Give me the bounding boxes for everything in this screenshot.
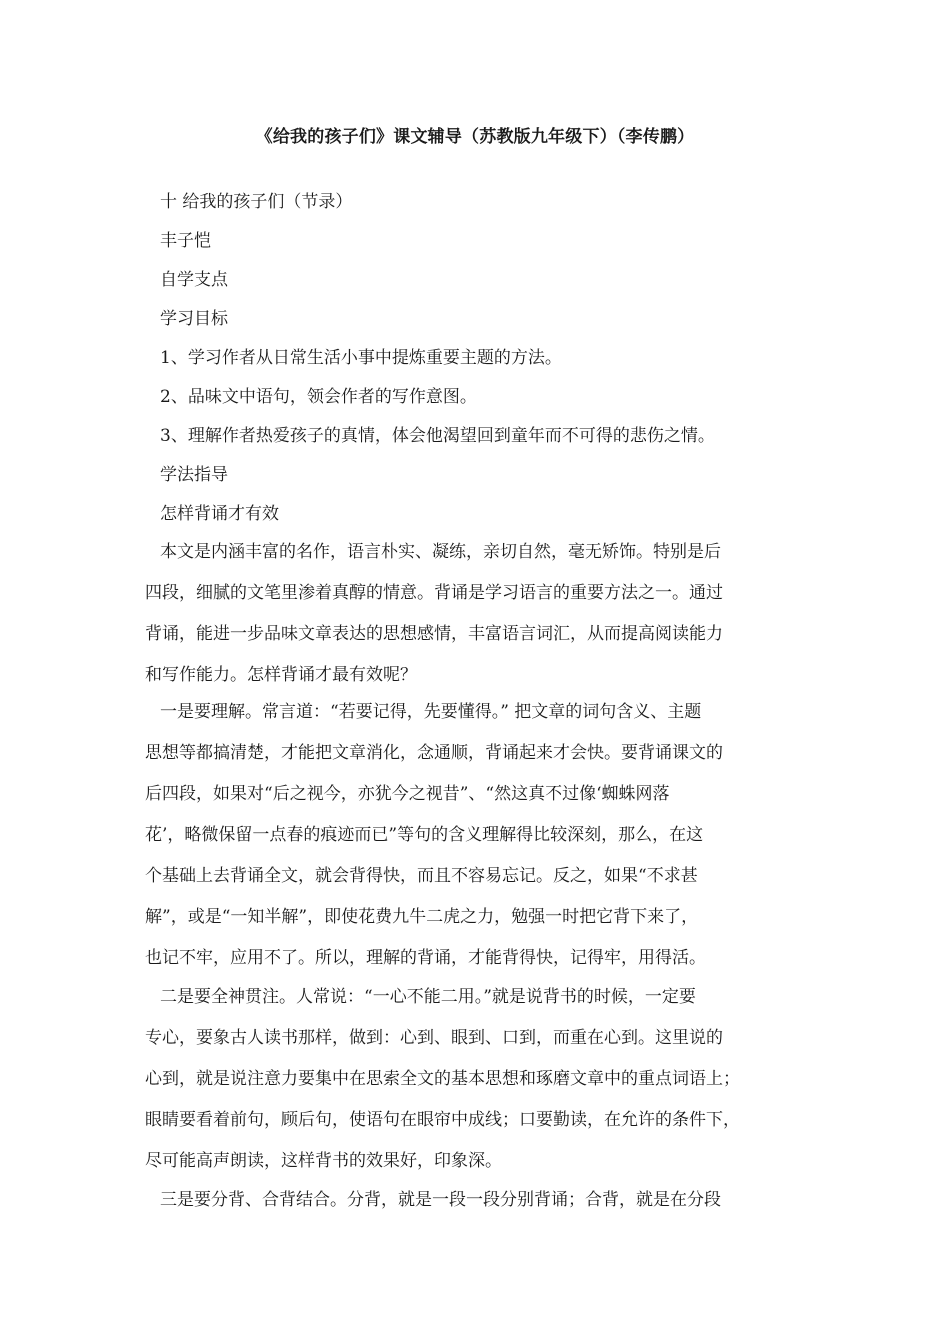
goal-item-2: 2、品味文中语句，领会作者的写作意图。 <box>160 387 477 407</box>
paragraph-intro <box>145 532 815 696</box>
document-title: 《给我的孩子们》课文辅导（苏教版九年级下）（李传鹏） <box>255 127 695 147</box>
paragraph-concentrate <box>145 977 815 1182</box>
text-line: 本文是内涵丰富的名作，语言朴实、凝练，亲切自然，毫无矫饰。特别是后 <box>160 542 721 562</box>
paragraph-understand <box>145 692 815 979</box>
text-line: 四段，细腻的文笔里渗着真醇的情意。背诵是学习语言的重要方法之一。通过 <box>145 583 723 603</box>
subsection-heading-recite: 怎样背诵才有效 <box>160 504 279 524</box>
text-line: 一是要理解。常言道：“若要记得，先要懂得。” 把文章的词句含义、主题 <box>160 702 702 722</box>
author-name: 丰子恺 <box>160 231 211 251</box>
text-line: 专心，要象古人读书那样，做到：心到、眼到、口到，而重在心到。这里说的 <box>145 1028 723 1048</box>
goal-item-1: 1、学习作者从日常生活小事中提炼重要主题的方法。 <box>160 348 562 368</box>
goal-item-3: 3、理解作者热爱孩子的真情，体会他渴望回到童年而不可得的悲伤之情。 <box>160 426 715 446</box>
section-heading-method: 学法指导 <box>160 465 228 485</box>
text-line: 解”，或是“一知半解”，即使花费九牛二虎之力，勉强一时把它背下来了， <box>145 907 699 927</box>
text-line: 眼睛要看着前句，顾后句，使语句在眼帘中成线；口要勤读，在允许的条件下， <box>145 1110 740 1130</box>
text-line: 个基础上去背诵全文，就会背得快，而且不容易忘记。反之，如果“不求甚 <box>145 866 698 886</box>
text-line: 三是要分背、合背结合。分背，就是一段一段分别背诵；合背，就是在分段 <box>160 1190 721 1210</box>
text-line: 也记不牢，应用不了。所以，理解的背诵，才能背得快，记得牢，用得活。 <box>145 948 706 968</box>
text-line: 花’，略微保留一点春的痕迹而已”等句的含义理解得比较深刻，那么，在这 <box>145 825 704 845</box>
section-heading-goals: 学习目标 <box>160 309 228 329</box>
text-line: 和写作能力。怎样背诵才最有效呢？ <box>145 665 417 685</box>
text-line: 二是要全神贯注。人常说：“一心不能二用。”就是说背书的时候，一定要 <box>160 987 696 1007</box>
text-line: 背诵，能进一步品味文章表达的思想感情，丰富语言词汇，从而提高阅读能力 <box>145 624 723 644</box>
lesson-heading: 十 给我的孩子们（节录） <box>160 192 353 212</box>
text-line: 心到，就是说注意力要集中在思索全文的基本思想和琢磨文章中的重点词语上； <box>145 1069 740 1089</box>
section-heading-self-study: 自学支点 <box>160 270 228 290</box>
text-line: 思想等都搞清楚，才能把文章消化，念通顺，背诵起来才会快。要背诵课文的 <box>145 743 723 763</box>
paragraph-segment <box>145 1180 815 1221</box>
text-line: 尽可能高声朗读，这样背书的效果好，印象深。 <box>145 1151 502 1171</box>
text-line: 后四段，如果对“后之视今，亦犹今之视昔”、“然这真不过像‘蜘蛛网落 <box>145 784 670 804</box>
